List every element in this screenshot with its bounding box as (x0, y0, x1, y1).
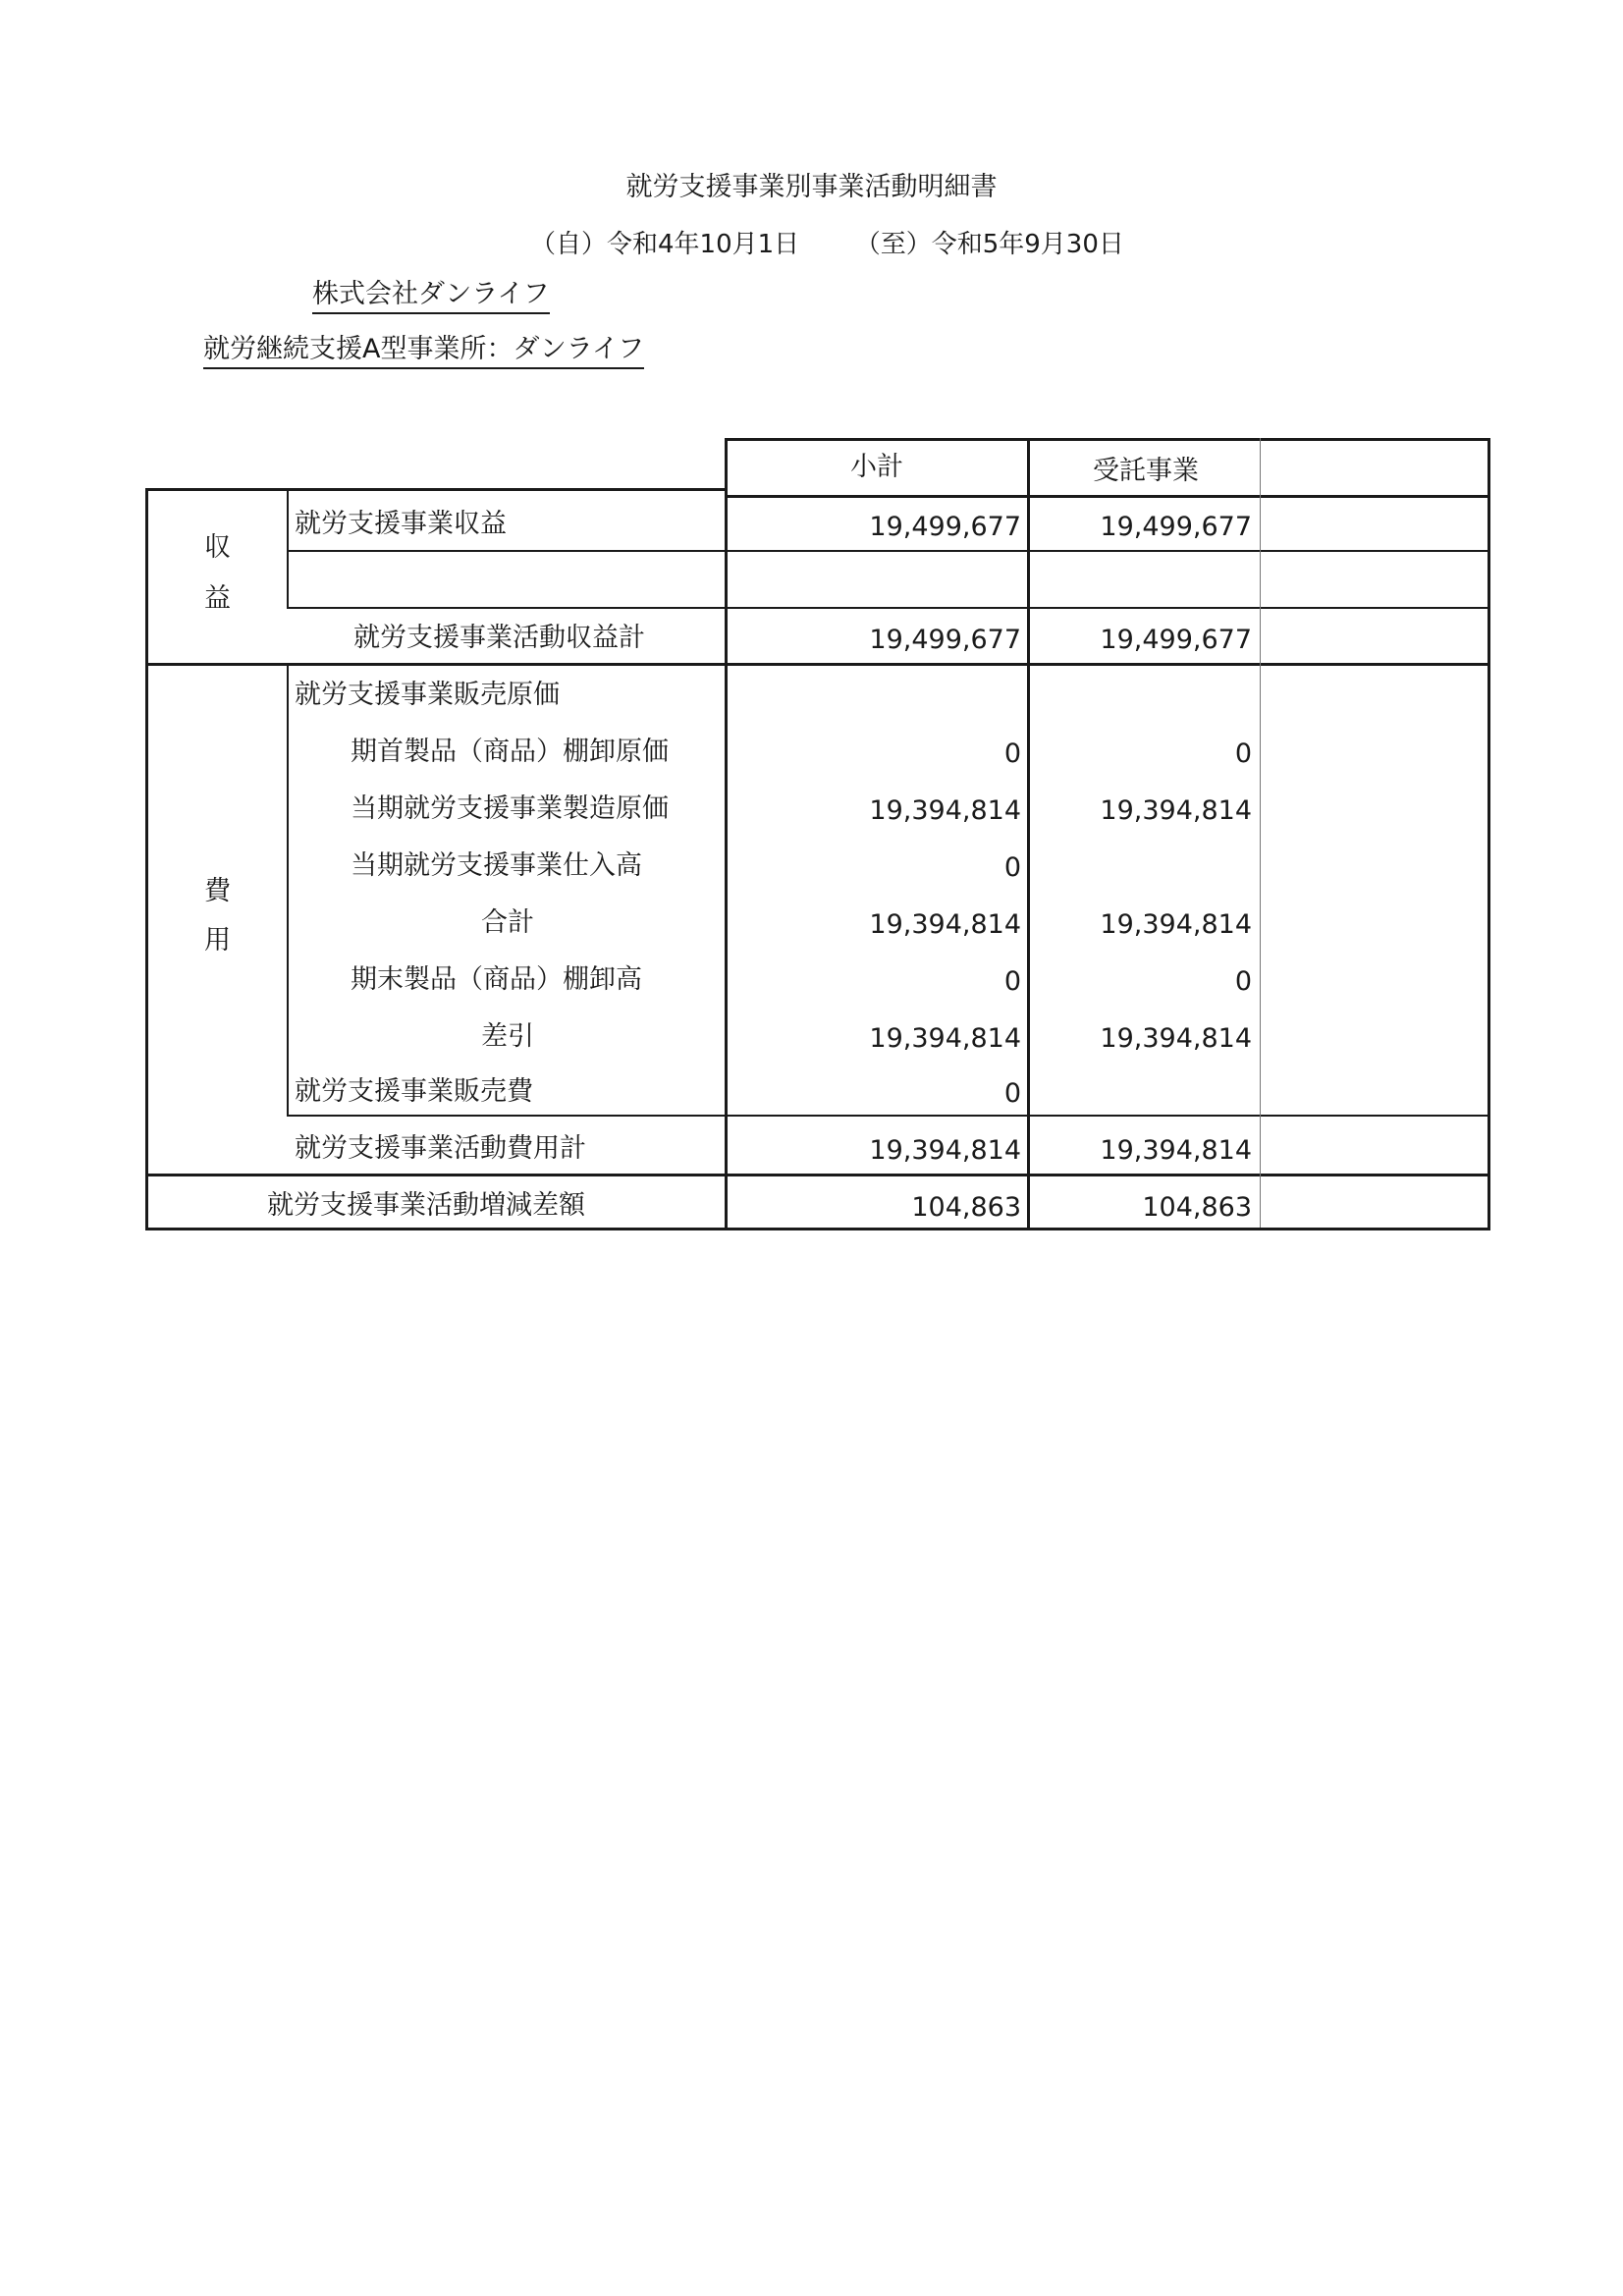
expense-total-label: 就労支援事業活動費用計 (295, 1133, 586, 1164)
cogs-row-consigned: 0 (1234, 738, 1252, 769)
expense-total-subtotal: 19,394,814 (869, 1135, 1021, 1166)
cogs-row-subtotal: 19,394,814 (869, 795, 1021, 826)
cogs-row-subtotal: 0 (1003, 966, 1021, 997)
cogs-row-consigned: 0 (1234, 966, 1252, 997)
revenue-label: 就労支援事業収益 (295, 509, 507, 539)
cogs-row-subtotal: 19,394,814 (869, 1023, 1021, 1054)
net-change-label: 就労支援事業活動増減差額 (267, 1190, 585, 1221)
income-total-subtotal: 19,499,677 (869, 625, 1021, 655)
period-to: （至）令和5年9月30日 (854, 230, 1124, 259)
net-change-consigned: 104,863 (1142, 1192, 1252, 1223)
income-section-label-2: 益 (204, 583, 231, 614)
cogs-row-label: 当期就労支援事業仕入高 (351, 850, 642, 881)
column-header-subtotal: 小計 (850, 452, 903, 482)
income-total-consigned: 19,499,677 (1100, 625, 1252, 655)
period-from: （自）令和4年10月1日 (530, 230, 800, 259)
cogs-row-label: 合計 (481, 907, 534, 938)
cogs-row-label: 期末製品（商品）棚卸高 (351, 964, 642, 995)
expense-section-label-2: 用 (204, 925, 231, 956)
selling-expense-subtotal: 0 (1003, 1078, 1021, 1109)
income-total-label: 就労支援事業活動収益計 (353, 623, 645, 653)
company-name: 株式会社ダンライフ (312, 278, 550, 314)
expense-section-label-1: 費 (204, 876, 231, 906)
net-change-subtotal: 104,863 (911, 1192, 1021, 1223)
selling-expense-label: 就労支援事業販売費 (295, 1076, 533, 1107)
revenue-subtotal: 19,499,677 (869, 512, 1021, 542)
income-section-label-1: 収 (204, 532, 231, 563)
period (530, 224, 1124, 260)
document-title: 就労支援事業別事業活動明細書 (625, 172, 998, 202)
office-name: 就労継続支援A型事業所：ダンライフ (203, 333, 644, 369)
revenue-consigned: 19,499,677 (1100, 512, 1252, 542)
cogs-row-consigned: 19,394,814 (1100, 909, 1252, 940)
cogs-row-consigned: 19,394,814 (1100, 1023, 1252, 1054)
cogs-row-subtotal: 0 (1003, 738, 1021, 769)
cogs-row-label: 差引 (481, 1021, 534, 1052)
expense-total-consigned: 19,394,814 (1100, 1135, 1252, 1166)
cogs-label: 就労支援事業販売原価 (295, 680, 560, 710)
cogs-row-subtotal: 19,394,814 (869, 909, 1021, 940)
column-header-consigned: 受託事業 (1093, 456, 1199, 486)
cogs-row-subtotal: 0 (1003, 852, 1021, 883)
cogs-row-consigned: 19,394,814 (1100, 795, 1252, 826)
cogs-row-label: 期首製品（商品）棚卸原価 (351, 737, 669, 767)
cogs-row-label: 当期就労支援事業製造原価 (351, 793, 669, 824)
